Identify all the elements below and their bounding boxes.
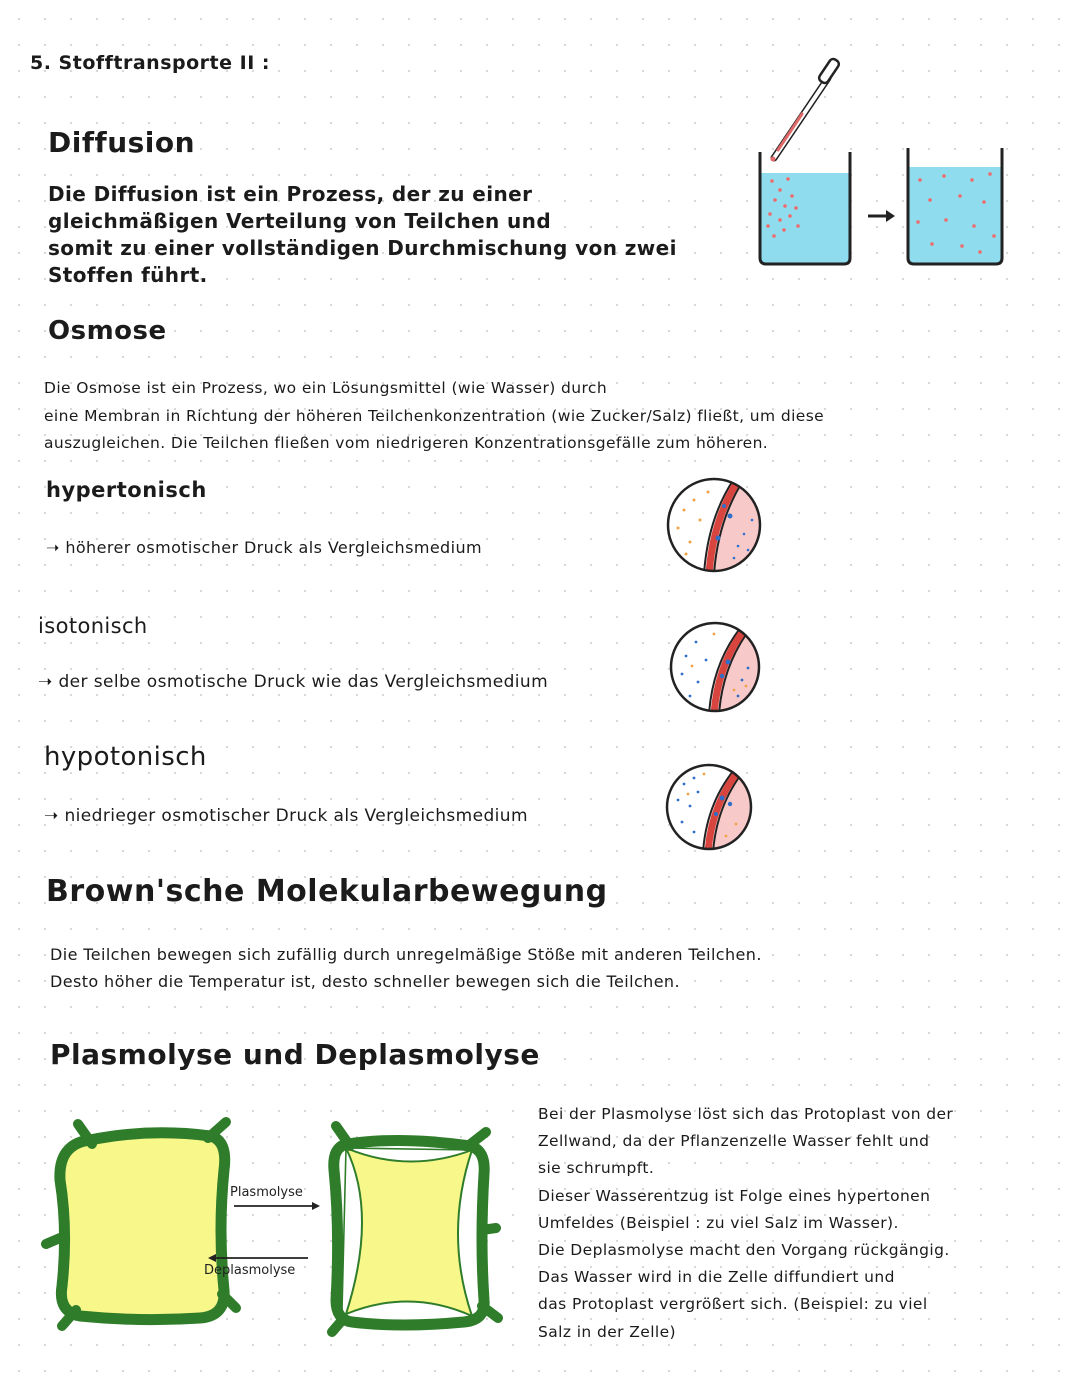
- diffusion-heading: Diffusion: [48, 126, 196, 159]
- beaker-before: [760, 152, 850, 264]
- isotonisch-term: isotonisch: [38, 614, 148, 638]
- arrow-right-icon: ➝: [46, 538, 60, 557]
- osmose-line: eine Membran in Richtung der höheren Teilchenkonzentration (wie Zucker/Salz) fließt, um diese: [44, 406, 825, 425]
- plasmolyse-line: Zellwand, da der Pflanzenzelle Wasser fehlt und: [538, 1132, 930, 1151]
- isotonisch-desc: [38, 672, 548, 692]
- arrow-right-icon: ➝: [38, 672, 53, 692]
- diffusion-line: somit zu einer vollständigen Durchmischung von zwei: [48, 236, 677, 260]
- brown-heading: Brown'sche Molekularbewegung: [46, 874, 608, 909]
- diffusion-line: Stoffen führt.: [48, 263, 208, 287]
- arrow-icon: [868, 210, 895, 222]
- plasmolysis-illustration: [40, 1110, 510, 1340]
- beaker-after: [908, 148, 1002, 264]
- isotonisch-desc-text: der selbe osmotische Druck wie das Vergleichsmedium: [58, 672, 549, 692]
- hypotonic-cell-icon: [664, 762, 754, 852]
- isotonic-cell-icon: [668, 620, 762, 714]
- brown-line: Die Teilchen bewegen sich zufällig durch unregelmäßige Stöße mit anderen Teilchen.: [50, 945, 762, 964]
- diffusion-line: Die Diffusion ist ein Prozess, der zu einer: [48, 182, 533, 206]
- hypertonisch-term: hypertonisch: [46, 478, 207, 502]
- brown-text: [50, 941, 1030, 995]
- plasmolyse-line: Bei der Plasmolyse löst sich das Protoplast von der: [538, 1105, 954, 1123]
- page-title: 5. Stofftransporte II :: [30, 52, 270, 74]
- plasmolyse-line: Salz in der Zelle): [538, 1322, 676, 1341]
- plasmolyse-label: Plasmolyse: [230, 1185, 303, 1200]
- hypertonisch-desc-text: höherer osmotischer Druck als Vergleichsmedium: [65, 538, 482, 557]
- osmose-line: auszugleichen. Die Teilchen fließen vom niedrigeren Konzentrationsgefälle zum höheren.: [44, 434, 769, 452]
- plasmolyse-line: das Protoplast vergrößert sich. (Beispiel: zu viel: [538, 1295, 928, 1314]
- turgid-cell-icon: [46, 1122, 236, 1326]
- plasmolyse-line: Umfeldes (Beispiel : zu viel Salz im Wasser).: [538, 1213, 899, 1232]
- hypotonisch-desc-text: niedrieger osmotischer Druck als Vergleichsmedium: [64, 806, 528, 826]
- pipette-icon: [771, 57, 841, 161]
- plasmolyse-text: [538, 1101, 1058, 1346]
- osmose-text: [44, 375, 1044, 458]
- plasmolyse-line: sie schrumpft.: [538, 1159, 655, 1178]
- plasmolysed-cell-icon: [332, 1126, 498, 1332]
- diffusion-illustration: [740, 40, 1030, 280]
- hypertonic-cell-icon: [664, 476, 764, 574]
- plasmolyse-line: Das Wasser wird in die Zelle diffundiert und: [538, 1268, 895, 1287]
- arrow-right-icon: ➝: [44, 806, 59, 826]
- diffusion-line: gleichmäßigen Verteilung von Teilchen und: [48, 209, 552, 233]
- diffusion-text: [48, 181, 708, 289]
- arrow-right-icon: [234, 1202, 320, 1210]
- plasmolyse-heading: Plasmolyse und Deplasmolyse: [50, 1038, 540, 1071]
- hypotonisch-desc: [44, 806, 528, 826]
- deplasmolyse-label: Deplasmolyse: [204, 1263, 296, 1278]
- hypotonisch-term: hypotonisch: [44, 742, 207, 772]
- brown-line: Desto höher die Temperatur ist, desto schneller bewegen sich die Teilchen.: [50, 972, 680, 991]
- plasmolyse-line: Die Deplasmolyse macht den Vorgang rückgängig.: [538, 1241, 950, 1260]
- osmose-heading: Osmose: [48, 316, 167, 346]
- osmose-line: Die Osmose ist ein Prozess, wo ein Lösungsmittel (wie Wasser) durch: [44, 379, 608, 397]
- plasmolyse-line: Dieser Wasserentzug ist Folge eines hypertonen: [538, 1186, 931, 1205]
- hypertonisch-desc: [46, 538, 482, 557]
